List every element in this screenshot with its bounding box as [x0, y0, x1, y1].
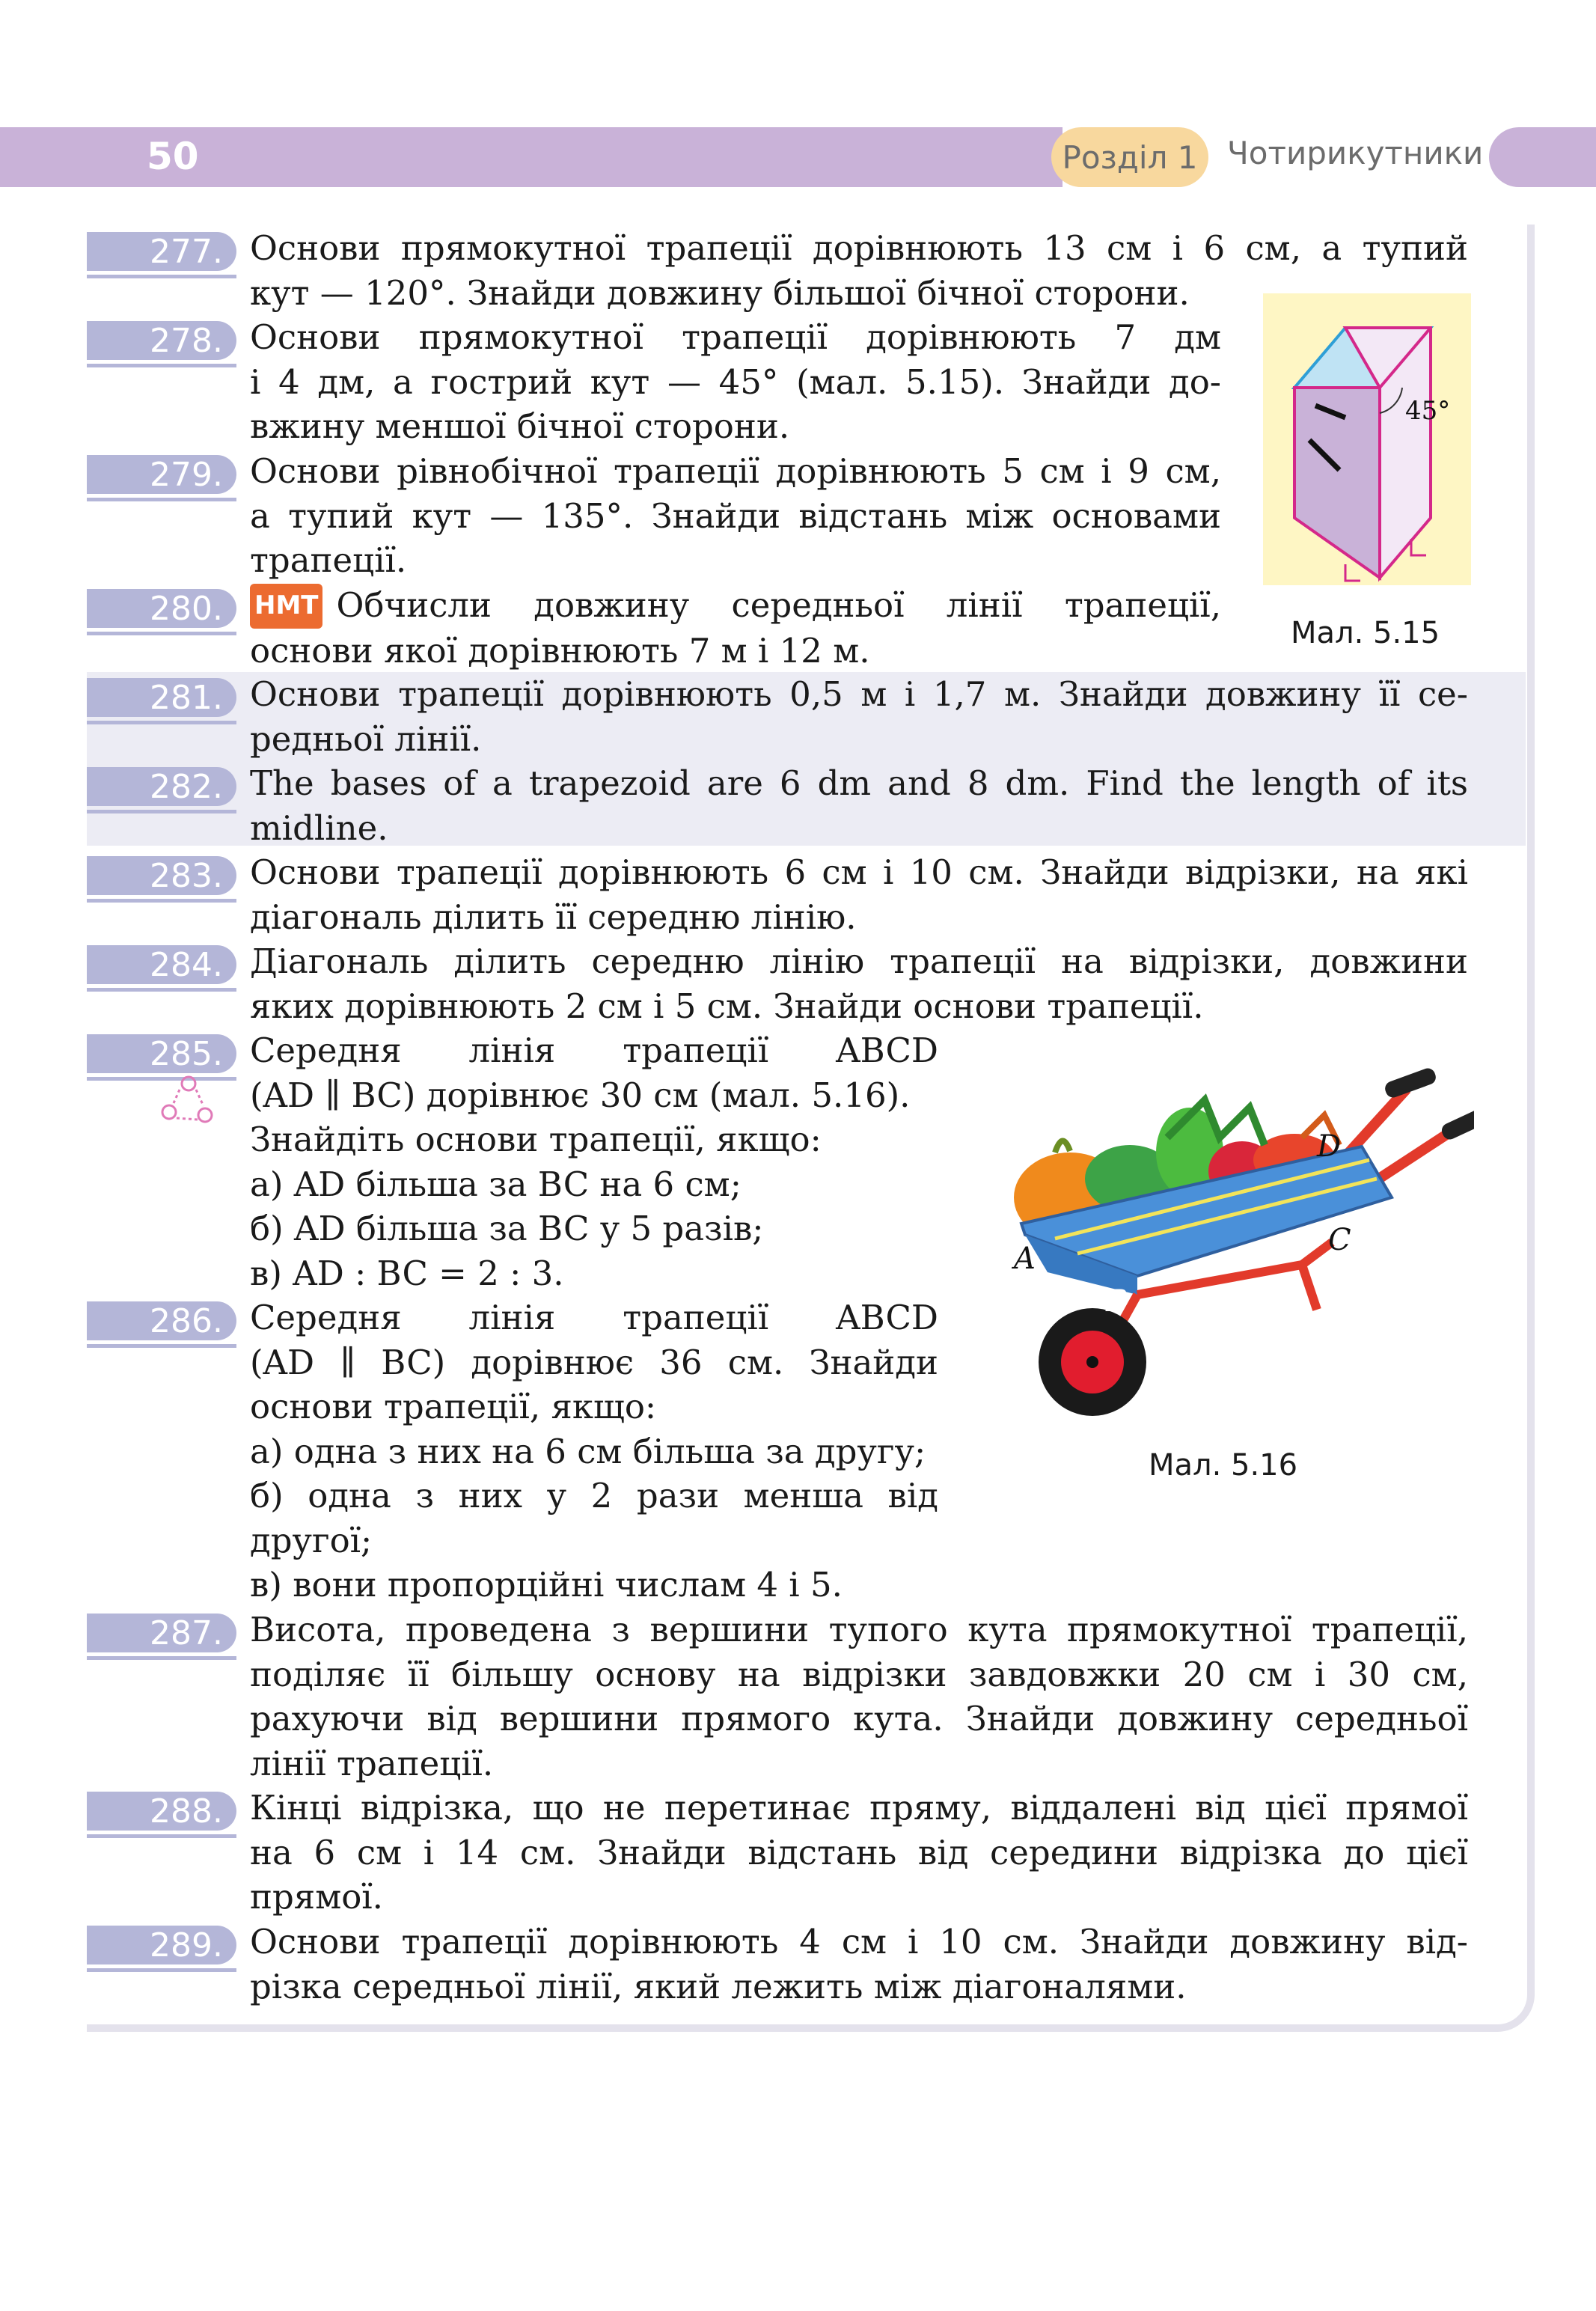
- exercise-text-line: і 4 дм, а гострий кут — 45° (мал. 5.15). Знайди до-: [250, 361, 1221, 402]
- exercise-text-line: б) AD більша за BC у 5 разів;: [250, 1209, 764, 1248]
- exercise-text-line: основи якої дорівнюють 7 м і 12 м.: [250, 630, 870, 671]
- exercise-text-line: б) одна з них у 2 рази менша від: [250, 1476, 938, 1515]
- exercise-text-line: Знайдіть основи трапеції, якщо:: [250, 1120, 822, 1159]
- exercise-text-line: а тупий кут — 135°. Знайди відстань між основами: [250, 495, 1221, 536]
- exercise-text-line: Основи рівнобічної трапеції дорівнюють 5 см і 9 см,: [250, 451, 1221, 491]
- exercise-text-line: The bases of a trapezoid are 6 dm and 8 dm. Find the length of its: [250, 763, 1468, 803]
- exercise-text-line: Основи трапеції дорівнюють 4 см і 10 см. Знайди довжину від-: [250, 1922, 1468, 1962]
- exercise-number: 279.: [87, 455, 236, 494]
- exercise-text-line: лінії трапеції.: [250, 1743, 494, 1783]
- vertex-label-c: C: [1328, 1223, 1351, 1257]
- exercise-number: 278.: [87, 321, 236, 360]
- header-band-right: [1489, 127, 1596, 187]
- figure-caption: Мал. 5.15: [1291, 616, 1440, 650]
- exercise-text-line: діагональ ділить її середню лінію.: [250, 897, 857, 937]
- exercise-number: 280.: [87, 589, 236, 628]
- exercise-number: 281.: [87, 678, 236, 717]
- exercise-text-line: редньої лінії.: [250, 718, 482, 759]
- exercise-text-line: основи трапеції, якщо:: [250, 1387, 657, 1426]
- exercise-text-line: рахуючи від вершини прямого кута. Знайди довжину середньої: [250, 1699, 1468, 1738]
- vertex-label-d: D: [1317, 1129, 1342, 1164]
- exercise-text-line: трапеції.: [250, 540, 407, 580]
- exercise-text-line: вжину меншої бічної сторони.: [250, 406, 790, 446]
- figure-5-15: [1263, 293, 1471, 585]
- exercise-text-line: (AD ∥ BC) дорівнює 36 см. Знайди: [250, 1342, 938, 1382]
- exercise-text-line: Діагональ ділить середню лінію трапеції на відрізки, довжини: [250, 941, 1468, 981]
- exercise-text-line: різка середньої лінії, який лежить між діагоналями.: [250, 1966, 1187, 2006]
- exercise-text-line: другої;: [250, 1520, 373, 1560]
- exercise-text-line: Основи прямокутної трапеції дорівнюють 7 дм: [250, 317, 1221, 357]
- exercise-number: 288.: [87, 1792, 236, 1831]
- exercise-text-line: на 6 см і 14 см. Знайди відстань від середини відрізка до цієї: [250, 1832, 1468, 1872]
- nmt-badge: НМТ: [250, 584, 322, 629]
- exercise-number: 287.: [87, 1614, 236, 1652]
- exercise-number: 283.: [87, 856, 236, 895]
- section-tab[interactable]: Розділ 1: [1051, 127, 1208, 187]
- exercise-text-line: НМТ Обчисли довжину середньої лінії трапеції,: [250, 583, 1221, 629]
- exercise-text-line: прямої.: [250, 1877, 383, 1917]
- exercise-text-line: Основи прямокутної трапеції дорівнюють 13 см і 6 см, а тупий: [250, 228, 1468, 268]
- exercise-text-line: кут — 120°. Знайди довжину більшої бічної сторони.: [250, 272, 1190, 313]
- page-number: 50: [147, 135, 199, 178]
- angle-label: 45°: [1405, 396, 1451, 426]
- exercise-number: 289.: [87, 1926, 236, 1964]
- exercise-text-line: в) вони пропорційні числам 4 і 5.: [250, 1565, 843, 1605]
- exercise-text-line: midline.: [250, 808, 388, 848]
- exercise-number: 284.: [87, 945, 236, 984]
- figure-5-16: [980, 1048, 1474, 1422]
- exercise-text-line: поділяє її більшу основу на відрізки завдовжки 20 см і 30 см,: [250, 1654, 1468, 1694]
- exercise-text-line: Висота, проведена з вершини тупого кута прямокутної трапеції,: [250, 1610, 1468, 1649]
- exercise-text-line: Основи трапеції дорівнюють 0,5 м і 1,7 м. Знайди довжину її се-: [250, 674, 1468, 714]
- vertex-label-b: B: [1106, 1284, 1128, 1319]
- group-work-icon: [159, 1073, 218, 1133]
- exercise-number: 286.: [87, 1301, 236, 1340]
- exercise-text-line: Кінці відрізка, що не перетинає пряму, віддалені від цієї прямої: [250, 1788, 1468, 1828]
- exercise-text-line: в) AD : BC = 2 : 3.: [250, 1253, 564, 1293]
- exercise-number: 277.: [87, 232, 236, 271]
- exercise-text-line: яких дорівнюють 2 см і 5 см. Знайди основи трапеції.: [250, 986, 1204, 1026]
- exercise-text-line: Середня лінія трапеції ABCD: [250, 1031, 938, 1070]
- exercise-text-line: Середня лінія трапеції ABCD: [250, 1298, 938, 1337]
- figure-caption: Мал. 5.16: [1149, 1448, 1298, 1483]
- exercise-text-line: (AD ∥ BC) дорівнює 30 см (мал. 5.16).: [250, 1075, 911, 1115]
- exercise-number: 282.: [87, 767, 236, 806]
- exercise-text-line: а) одна з них на 6 см більша за другу;: [250, 1431, 926, 1471]
- exercise-text-line: Основи трапеції дорівнюють 6 см і 10 см. Знайди відрізки, на які: [250, 852, 1468, 892]
- chapter-title: Чотирикутники: [1227, 135, 1484, 171]
- exercise-number: 285.: [87, 1034, 236, 1073]
- prism-illustration: [1263, 293, 1471, 585]
- wheelbarrow-illustration: [980, 1048, 1474, 1422]
- vertex-label-a: A: [1014, 1242, 1036, 1276]
- exercise-text-line: а) AD більша за BC на 6 см;: [250, 1164, 742, 1204]
